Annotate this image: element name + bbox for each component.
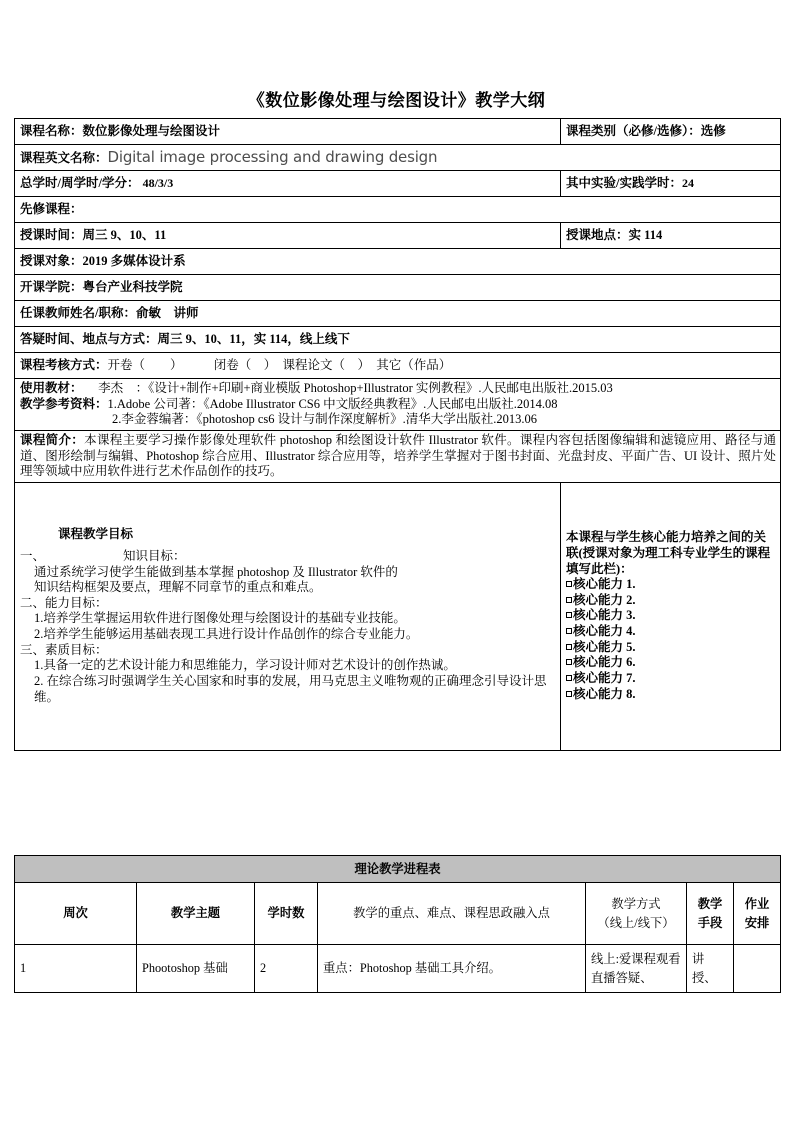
knowledge-objective-head [20,549,556,565]
table-row-assessment [15,353,781,379]
course-type-value: 选修 [700,123,726,138]
course-type-label: 课程类别（必修/选修）： [566,123,701,138]
reference-value-1: 1.Adobe 公司著：《Adobe Illustrator CS6 中文版经典教程》.人民邮电出版社.2014.08 [107,396,558,411]
core-competency-label-5: 核心能力 5. [573,639,636,654]
core-competency-item-6 [566,655,776,671]
audience-label: 授课对象： [20,253,83,268]
header-means [687,883,734,945]
intro-paragraph [20,433,776,478]
core-competency-label-6: 核心能力 6. [573,655,636,670]
credits-value: 48/3/3 [142,175,174,190]
table-row-college [15,275,781,301]
row-means: 讲授、 [687,945,734,993]
textbook-label: 使用教材： [20,381,83,395]
class-time-value: 周三 9、10、11 [82,227,167,242]
course-name-label: 课程名称： [20,123,83,138]
objectives-heading: 课程教学目标 [58,527,134,542]
core-competency-label-7: 核心能力 7. [573,670,636,685]
core-competency-label-8: 核心能力 8. [573,686,636,701]
table-row-audience [15,249,781,275]
textbook-line [20,381,776,397]
ability-objective-2: 2.培养学生能够运用基础表现工具进行设计作品创作的综合专业能力。 [34,627,419,642]
header-method [586,883,687,945]
core-competency-item-1 [566,577,776,593]
core-competency-label-3: 核心能力 3. [573,608,636,623]
course-type-cell [561,119,781,145]
credits-label: 总学时/周学时/学分： [20,175,140,190]
knowledge-objective-line2: 知识结构框架及要点，理解不同章节的重点和难点。 [34,580,322,595]
class-time-label: 授课时间： [20,227,83,242]
core-competency-item-2 [566,593,776,609]
experiment-value: 24 [681,175,694,190]
class-time-cell [15,223,561,249]
checkbox-icon[interactable] [566,581,572,587]
experiment-label: 其中实验/实践学时： [566,175,682,190]
table-row-course-name [15,119,781,145]
row-hours: 2 [255,945,318,993]
header-hours: 学时数 [255,883,318,945]
materials-cell [15,379,781,431]
prereq-cell [15,197,781,223]
credits-cell [15,171,561,197]
reference-line-2: 2.李金蓉编著：《photoshop cs6 设计与制作深度解析》.清华大学出版社.2013.06 [112,412,538,427]
textbook-value: 李杰 ：《设计+制作+印刷+商业模版 Photoshop+Illustrator 实例教程》.人民邮电出版社.2015.03 [98,381,613,395]
objectives-cell [15,482,561,750]
table-row-qa [15,327,781,353]
english-name-cell [15,145,781,171]
checkbox-icon[interactable] [566,675,572,681]
schedule-section-title: 理论教学进程表 [15,856,781,883]
core-competency-label-2: 核心能力 2. [573,592,636,607]
row-homework [734,945,781,993]
reference-line-1 [20,397,776,413]
core-competency-cell [561,482,781,750]
schedule-section-bar-row [15,856,781,883]
quality-objective-2: 2. 在综合练习时强调学生关心国家和时事的发展，用马克思主义唯物观的正确理念引导设计思维。 [34,673,547,704]
qa-cell [15,327,781,353]
teacher-value: 俞敏 讲师 [135,305,199,320]
table-row-teacher [15,301,781,327]
header-means-line1: 教学 [697,897,723,912]
table-row [15,945,781,993]
core-competency-item-3 [566,608,776,624]
core-competency-heading: 本课程与学生核心能力培养之间的关联(授课对象为理工科专业学生的课程填写此栏)： [566,530,771,576]
table-row-materials [15,379,781,431]
core-competency-label-1: 核心能力 1. [573,577,636,592]
english-name-label: 课程英文名称： [20,151,108,166]
teacher-cell [15,301,781,327]
header-means-lines [692,895,728,932]
row-focus: 重点：Photoshop 基础工具介绍。 [318,945,586,993]
checkbox-icon[interactable] [566,612,572,618]
core-competency-item-5 [566,640,776,656]
reference-label: 教学参考资料： [20,396,108,411]
checkbox-icon[interactable] [566,644,572,650]
row-method: 线上:爱课程观看直播答疑、 [586,945,687,993]
table-row-intro [15,430,781,482]
header-homework-lines [739,895,775,932]
table-row-prereq [15,197,781,223]
knowledge-objective-num: 一、 [20,548,46,563]
core-competency-label-4: 核心能力 4. [573,624,636,639]
row-week: 1 [15,945,137,993]
intro-cell [15,430,781,482]
course-name-value: 数位影像处理与绘图设计 [82,123,221,138]
header-homework [734,883,781,945]
header-method-lines [591,895,681,932]
checkbox-icon[interactable] [566,659,572,665]
checkbox-icon[interactable] [566,597,572,603]
header-topic: 教学主题 [137,883,255,945]
experiment-hours-cell [561,171,781,197]
quality-objective-title: 三、素质目标： [20,642,108,657]
assessment-label: 课程考核方式： [20,357,108,372]
intro-label: 课程简介： [20,432,85,447]
core-competency-item-4 [566,624,776,640]
english-name-value: Digital image processing and drawing design [107,148,438,167]
ability-objective-1: 1.培养学生掌握运用软件进行图像处理与绘图设计的基础专业技能。 [34,611,406,626]
core-competency-item-7 [566,671,776,687]
qa-value: 周三 9、10、11，实 114，线上线下 [157,331,350,346]
assessment-cell [15,353,781,379]
header-week: 周次 [15,883,137,945]
row-topic: Phootoshop 基础 [137,945,255,993]
college-cell [15,275,781,301]
knowledge-objective-line1: 通过系统学习使学生能做到基本掌握 photoshop 及 Illustrator 软件的 [34,564,398,579]
checkbox-icon[interactable] [566,628,572,634]
header-means-line2: 手段 [697,915,723,930]
header-method-line2: （线上/线下） [597,915,675,930]
core-competency-item-8 [566,687,776,703]
course-info-table [14,118,781,751]
header-method-line1: 教学方式 [611,897,661,912]
intro-text: 本课程主要学习操作影像处理软件 photoshop 和绘图设计软件 Illustrator 软件。课程内容包括图像编辑和滤镜应用、路径与通道、图形绘制与编辑、Photoshop 综合应用、Illustrator 综合应用等，培养学生掌握对于图书封面、光盘封皮、平面广告、UI 设计、照片处理等领域中应用软件进行艺术作品创作的技巧。 [20,432,776,479]
table-row-credits [15,171,781,197]
class-place-cell [561,223,781,249]
course-name-cell [15,119,561,145]
assessment-value: 开卷（ ） 闭卷（ ） 课程论文（ ） 其它（作品） [107,357,452,372]
header-homework-line1: 作业 [744,897,770,912]
knowledge-objective-title: 知识目标： [123,548,186,563]
quality-objective-1: 1.具备一定的艺术设计能力和思维能力，学习设计师对艺术设计的创作热诚。 [34,658,456,673]
header-homework-line2: 安排 [744,915,770,930]
table-row-time [15,223,781,249]
qa-label: 答疑时间、地点与方式： [20,331,158,346]
class-place-value: 实 114 [628,227,663,242]
checkbox-icon[interactable] [566,691,572,697]
table-row-objectives [15,482,781,750]
prereq-label: 先修课程： [20,201,83,216]
schedule-header-row [15,883,781,945]
page-title: 《数位影像处理与绘图设计》教学大纲 [247,91,546,110]
ability-objective-title: 二、能力目标： [20,595,108,610]
teacher-label: 任课教师姓名/职称： [20,305,136,320]
college-value: 粤台产业科技学院 [82,279,183,294]
table-row-english-name [15,145,781,171]
header-focus: 教学的重点、难点、课程思政融入点 [318,883,586,945]
college-label: 开课学院： [20,279,83,294]
audience-value: 2019 多媒体设计系 [82,253,186,268]
audience-cell [15,249,781,275]
schedule-table [14,855,781,993]
class-place-label: 授课地点： [566,227,629,242]
